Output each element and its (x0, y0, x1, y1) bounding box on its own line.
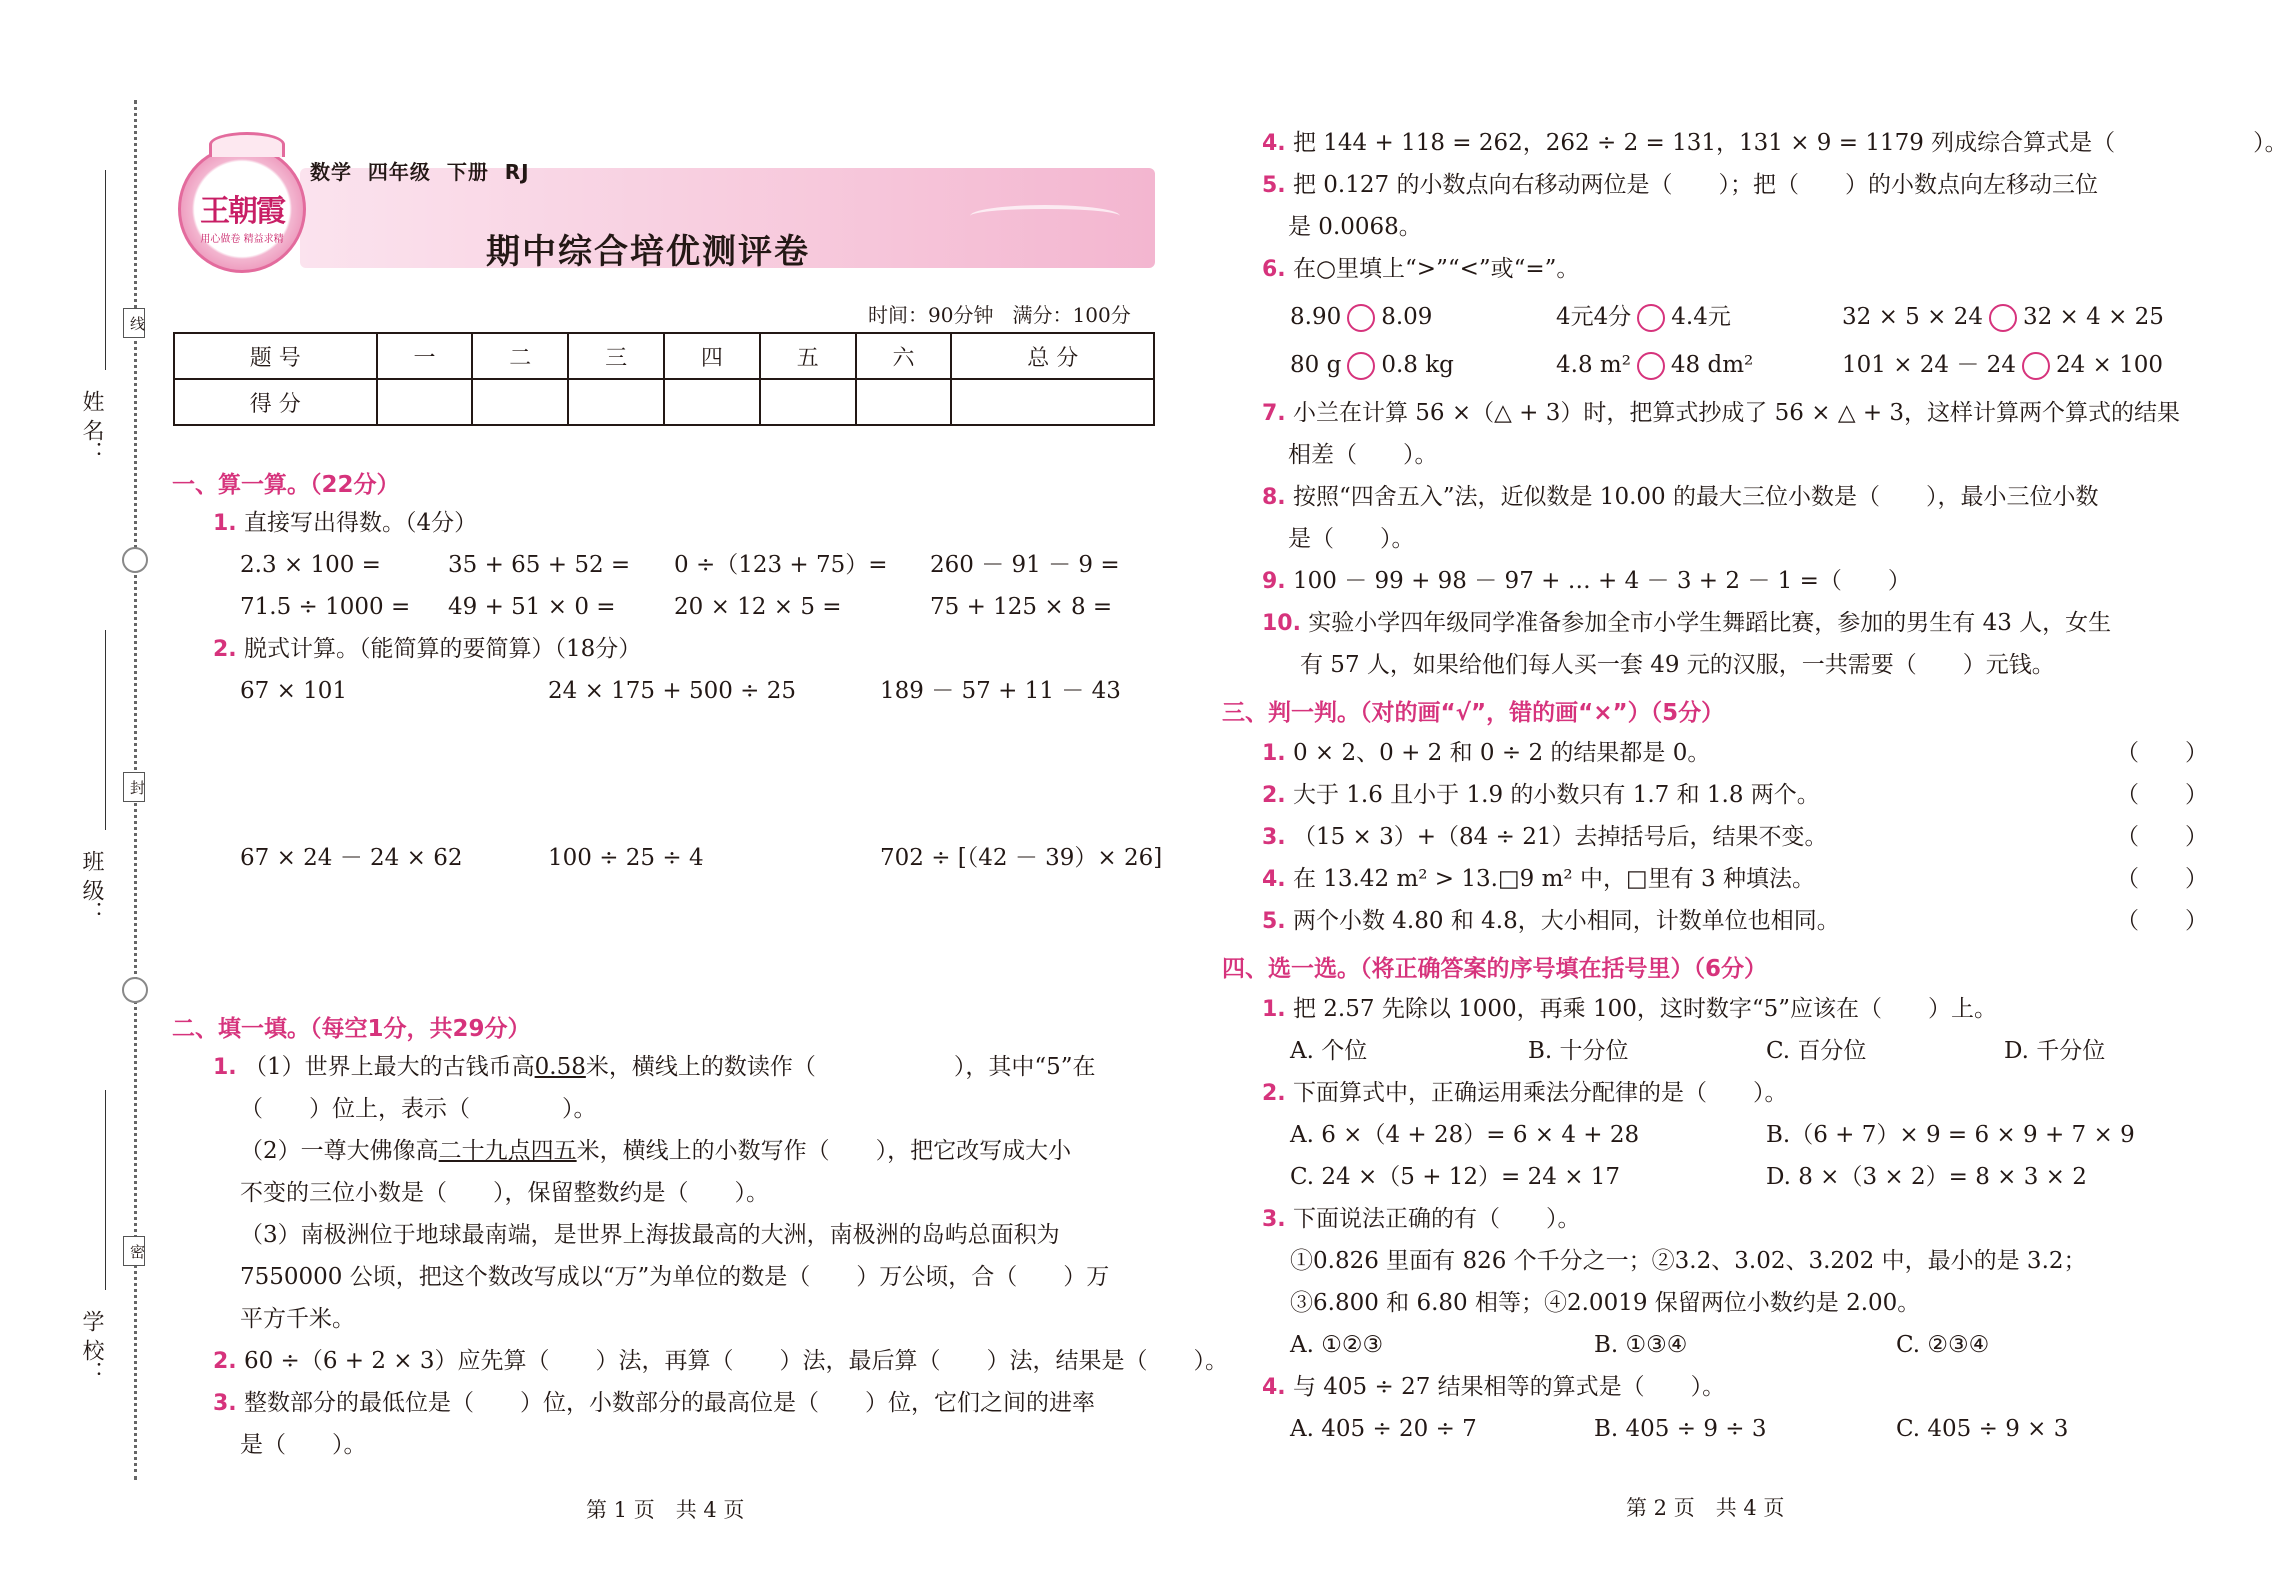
question-text: 整数部分的最低位是（ ）位，小数部分的最高位是（ ）位，它们之间的进率 (243, 1390, 1095, 1416)
score-cell[interactable] (377, 379, 473, 425)
step-calc-item: 67 × 24 － 24 × 62 (240, 845, 463, 871)
binding-hole-icon (122, 977, 148, 1003)
score-header-cell: 五 (760, 333, 856, 379)
score-header-cell: 一 (377, 333, 473, 379)
question-text: 100 － 99 + 98 － 97 + … + 4 － 3 + 2 － 1 =（ ） (1292, 568, 1911, 594)
question-text: 米，横线上的小数写作（ ），把它改写成大小 (576, 1138, 1072, 1164)
calc-item: 260 － 91 － 9 = (930, 552, 1120, 578)
question-2-10-line-2: 有 57 人，如果给他们每人买一套 49 元的汉服，一共需要（ ）元钱。 (1300, 652, 2055, 678)
question-text: 小兰在计算 56 ×（△ + 3）时，把算式抄成了 56 × △ + 3，这样计算两个算式的结果 (1292, 400, 2181, 426)
question-1-2 (213, 634, 641, 665)
calc-item: 2.3 × 100 = (240, 552, 381, 578)
choice-option[interactable]: B. ①③④ (1594, 1332, 1688, 1358)
question-2-1-line-5: （3）南极洲位于地球最南端，是世界上海拔最高的大洲，南极洲的岛屿总面积为 (240, 1222, 1060, 1248)
underlined-number: 0.58 (534, 1054, 586, 1080)
choice-option[interactable]: A. 个位 (1290, 1038, 1368, 1064)
question-2-1-line-3 (240, 1136, 1071, 1166)
question-2-7-line-2: 相差（ ）。 (1288, 442, 1438, 468)
compare-circle-input[interactable] (1637, 352, 1665, 380)
school-blank (105, 1090, 106, 1290)
score-header-cell: 总 分 (951, 333, 1154, 379)
calc-item: 75 + 125 × 8 = (930, 594, 1113, 620)
compare-item: 80 g 0.8 kg (1290, 352, 1454, 378)
question-2-10 (1262, 608, 2111, 639)
question-2-7 (1262, 398, 2180, 429)
choice-option[interactable]: A. 6 ×（4 + 28）= 6 × 4 + 28 (1290, 1122, 1640, 1148)
question-number: 1. (1262, 997, 1286, 1022)
question-1-1 (213, 508, 477, 539)
calc-item: 49 + 51 × 0 = (448, 594, 616, 620)
calc-item: 0 ÷（123 + 75）= (674, 552, 888, 578)
choice-question-2 (1262, 1078, 1787, 1109)
score-cell[interactable] (951, 379, 1154, 425)
question-number: 8. (1262, 485, 1286, 510)
question-number: 3. (1262, 1207, 1286, 1232)
section-4-heading: 四、选一选。（将正确答案的序号填在括号里）（6分） (1222, 956, 1768, 982)
choice-option[interactable]: D. 千分位 (2004, 1038, 2106, 1064)
step-calc-item: 100 ÷ 25 ÷ 4 (548, 845, 704, 871)
compare-item: 8.90 8.09 (1290, 304, 1433, 330)
question-text: 按照“四舍五入”法，近似数是 10.00 的最大三位小数是（ ），最小三位小数 (1292, 484, 2099, 510)
choice-option[interactable]: A. 405 ÷ 20 ÷ 7 (1290, 1416, 1477, 1442)
choice-option[interactable]: C. ②③④ (1896, 1332, 1990, 1358)
score-header-cell: 六 (856, 333, 952, 379)
compare-circle-input[interactable] (2022, 352, 2050, 380)
question-2-3 (213, 1388, 1095, 1419)
exam-title: 期中综合培优测评卷 (486, 232, 810, 272)
choice-option[interactable]: B. 405 ÷ 9 ÷ 3 (1594, 1416, 1767, 1442)
question-number: 3. (213, 1391, 237, 1416)
question-number: 2. (213, 1349, 237, 1374)
question-text: 把 2.57 先除以 1000，再乘 100，这时数字“5”应该在（ ）上。 (1292, 996, 1998, 1022)
calc-item: 20 × 12 × 5 = (674, 594, 842, 620)
choice-statement: ①0.826 里面有 826 个千分之一；②3.2、3.02、3.202 中，最小的是 3.2； (1290, 1248, 2087, 1274)
calc-item: 35 + 65 + 52 = (448, 552, 631, 578)
score-header-cell: 四 (664, 333, 760, 379)
brand-logo (178, 145, 306, 273)
choice-option[interactable]: B. 十分位 (1528, 1038, 1629, 1064)
score-cell[interactable] (568, 379, 664, 425)
question-text: 在○里填上“>”“<”或“=”。 (1292, 256, 1580, 282)
brand-slogan: 用心做卷 精益求精 (200, 234, 284, 245)
section-3-heading: 三、判一判。（对的画“√”，错的画“×”）（5分） (1222, 700, 1725, 726)
question-2-8 (1262, 482, 2098, 513)
choice-question-1 (1262, 994, 1997, 1025)
score-cell[interactable] (472, 379, 568, 425)
seal-mark-feng: 封 (123, 772, 145, 802)
choice-statement: ③6.800 和 6.80 相等；④2.0019 保留两位小数约是 2.00。 (1290, 1290, 1921, 1316)
choice-option[interactable]: A. ①②③ (1290, 1332, 1384, 1358)
choice-question-3 (1262, 1204, 1580, 1235)
question-2-5-line-2: 是 0.0068。 (1288, 214, 1422, 240)
judge-item: 3. （15 × 3）+（84 ÷ 21）去掉括号后，结果不变。 (1262, 824, 1828, 850)
question-text: （2）一尊大佛像高 (240, 1138, 439, 1164)
judge-answer-brackets[interactable]: （ ） (2116, 866, 2208, 892)
question-2-9 (1262, 566, 1911, 597)
question-2-1-line-6: 7550000 公顷，把这个数改写成以“万”为单位的数是（ ）万公顷，合（ ）万 (240, 1264, 1110, 1290)
question-text: 实验小学四年级同学准备参加全市小学生舞蹈比赛，参加的男生有 43 人，女生 (1308, 610, 2112, 636)
question-text: 下面算式中，正确运用乘法分配律的是（ ）。 (1292, 1080, 1788, 1106)
question-number: 10. (1262, 611, 1301, 636)
subject-meta: 数学 四年级 下册 RJ (310, 160, 530, 184)
compare-item: 101 × 24 － 24 24 × 100 (1842, 352, 2164, 378)
judge-answer-brackets[interactable]: （ ） (2116, 740, 2208, 766)
compare-item: 4元4分 4.4元 (1556, 304, 1731, 330)
question-number: 1. (213, 1055, 237, 1080)
question-text: 与 405 ÷ 27 结果相等的算式是（ ）。 (1292, 1374, 1726, 1400)
question-text: 米，横线上的数读作（ ），其中“5”在 (585, 1054, 1096, 1080)
question-2-8-line-2: 是（ ）。 (1288, 526, 1415, 552)
question-2-1-line-4: 不变的三位小数是（ ），保留整数约是（ ）。 (240, 1180, 769, 1206)
score-header-cell: 二 (472, 333, 568, 379)
score-table (173, 332, 1155, 426)
choice-option[interactable]: D. 8 ×（3 × 2）= 8 × 3 × 2 (1766, 1164, 2087, 1190)
judge-item: 4. 在 13.42 m² > 13.□9 m² 中，□里有 3 种填法。 (1262, 866, 1815, 892)
step-calc-item: 702 ÷ [（42 － 39）× 26] (880, 845, 1163, 871)
page-footer-right: 第 2 页 共 4 页 (1626, 1496, 1785, 1520)
score-header-cell: 题 号 (174, 333, 377, 379)
choice-question-4 (1262, 1372, 1725, 1403)
school-label: 学 校： (79, 1310, 104, 1383)
step-calc-item: 24 × 175 + 500 ÷ 25 (548, 678, 797, 704)
question-text: 直接写出得数。（4分） (243, 510, 478, 536)
score-cell[interactable] (856, 379, 952, 425)
question-text: 下面说法正确的有（ ）。 (1292, 1206, 1581, 1232)
question-text: 把 0.127 的小数点向右移动两位是（ ）；把（ ）的小数点向左移动三位 (1292, 172, 2098, 198)
question-2-3-line-2: 是（ ）。 (240, 1432, 367, 1458)
score-header-cell: 三 (568, 333, 664, 379)
compare-circle-input[interactable] (1347, 352, 1375, 380)
calc-item: 71.5 ÷ 1000 = (240, 594, 411, 620)
brand-name: 王朝霞 (200, 194, 284, 229)
section-2-heading: 二、填一填。（每空1分，共29分） (172, 1016, 531, 1042)
compare-circle-input[interactable] (1347, 304, 1375, 332)
choice-option[interactable]: C. 405 ÷ 9 × 3 (1896, 1416, 2069, 1442)
question-number: 5. (1262, 173, 1286, 198)
judge-answer-brackets[interactable]: （ ） (2116, 824, 2208, 850)
underlined-number: 二十九点四五 (438, 1138, 577, 1164)
question-2-2 (213, 1346, 1228, 1377)
judge-answer-brackets[interactable]: （ ） (2116, 782, 2208, 808)
class-label: 班 级： (79, 850, 104, 923)
choice-option[interactable]: C. 24 ×（5 + 12）= 24 × 17 (1290, 1164, 1621, 1190)
score-cell[interactable] (760, 379, 856, 425)
step-calc-item: 67 × 101 (240, 678, 348, 704)
score-cell[interactable] (664, 379, 760, 425)
name-label: 姓 名： (79, 390, 104, 463)
banner-wave-decoration (970, 205, 1120, 227)
question-number: 1. (213, 511, 237, 536)
section-1-heading: 一、算一算。（22分） (172, 472, 400, 498)
seal-mark-mi: 密 (123, 1236, 145, 1266)
judge-item: 1. 0 × 2、0 + 2 和 0 ÷ 2 的结果都是 0。 (1262, 740, 1711, 766)
judge-answer-brackets[interactable]: （ ） (2116, 908, 2208, 934)
question-text: （1）世界上最大的古钱币高 (243, 1054, 535, 1080)
seal-mark-xian: 线 (123, 308, 145, 338)
question-text: 脱式计算。（能简算的要简算）（18分） (243, 636, 642, 662)
question-number: 4. (1262, 1375, 1286, 1400)
question-2-4 (1262, 128, 2288, 159)
class-blank (105, 630, 106, 830)
question-2-1-line-2: （ ）位上，表示（ ）。 (240, 1096, 597, 1122)
question-number: 6. (1262, 257, 1286, 282)
score-table-score-row (174, 379, 1154, 425)
choice-option[interactable]: C. 百分位 (1766, 1038, 1867, 1064)
step-calc-item: 189 － 57 + 11 － 43 (880, 678, 1121, 704)
question-number: 4. (1262, 131, 1286, 156)
question-2-6 (1262, 254, 1579, 285)
compare-item: 4.8 m² 48 dm² (1556, 352, 1754, 378)
question-number: 9. (1262, 569, 1286, 594)
question-text: 把 144 + 118 = 262，262 ÷ 2 = 131，131 × 9 = 1179 列成综合算式是（ ）。 (1292, 130, 2288, 156)
judge-item: 5. 两个小数 4.80 和 4.8，大小相同，计数单位也相同。 (1262, 908, 1840, 934)
question-number: 2. (213, 637, 237, 662)
score-table-header-row (174, 333, 1154, 379)
page-footer-left: 第 1 页 共 4 页 (586, 1498, 745, 1522)
question-2-1-line-1 (213, 1052, 1096, 1083)
question-text: 60 ÷（6 + 2 × 3）应先算（ ）法，再算（ ）法，最后算（ ）法，结果是（ ）。 (243, 1348, 1229, 1374)
crown-icon (209, 132, 285, 157)
question-number: 2. (1262, 1081, 1286, 1106)
question-2-5 (1262, 170, 2098, 201)
time-info: 时间：90分钟 满分：100分 (868, 303, 1131, 327)
name-blank (105, 170, 106, 370)
score-row-label: 得 分 (174, 379, 377, 425)
judge-item: 2. 大于 1.6 且小于 1.9 的小数只有 1.7 和 1.8 两个。 (1262, 782, 1820, 808)
question-2-1-line-7: 平方千米。 (240, 1306, 355, 1332)
compare-circle-input[interactable] (1637, 304, 1665, 332)
choice-option[interactable]: B.（6 + 7）× 9 = 6 × 9 + 7 × 9 (1766, 1122, 2135, 1148)
compare-item: 32 × 5 × 24 32 × 4 × 25 (1842, 304, 2164, 330)
compare-circle-input[interactable] (1989, 304, 2017, 332)
question-number: 7. (1262, 401, 1286, 426)
binding-hole-icon (122, 547, 148, 573)
